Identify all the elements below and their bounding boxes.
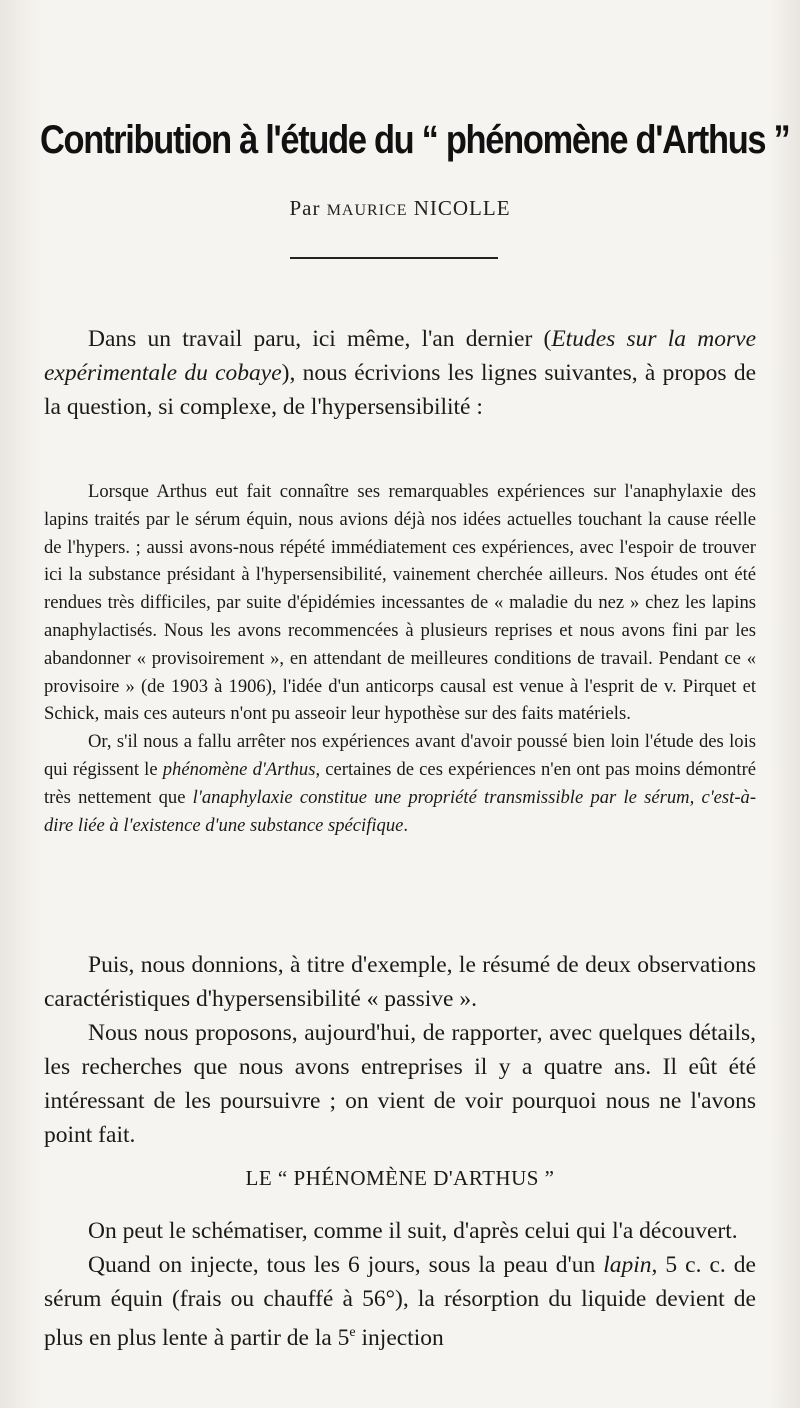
body-section	[44, 948, 756, 1152]
quote-paragraph-1: Lorsque Arthus eut fait connaître ses remarquables expériences sur l'anaphylaxie des lapins traités par le sérum équin, nous avions déjà nos idées actuelles touchant la cause réelle de l'hypers. ; aussi avons-nous répété immédiatement ces expériences, avec l'espoir de trouver ici la substance présidant à l'hypersensibilité, vainement cherchée ailleurs. Nos études ont été rendues très difficiles, par suite d'épidémies incessantes de « maladie du nez » chez les lapins anaphylactisés. Nous les avons recommencées à plusieurs reprises et nous avons fini par les abandonner « provisoirement », en attendant de meilleures conditions de travail. Pendant ce « provisoire » (de 1903 à 1906), l'idée d'un anticorps causal est venue à l'esprit de v. Pirquet et Schick, mais ces auteurs n'ont pu asseoir leur hypothèse sur des faits matériels.	[44, 481, 756, 725]
author-line	[0, 196, 800, 221]
cited-work-title-1: Etudes sur la	[551, 326, 687, 352]
intro-text-2: ), nous écrivions les lignes suivantes, à propos de la question, si complexe, de l'hypersensibilité :	[44, 360, 756, 420]
cited-work-title-2: morve expérimentale du cobaye	[44, 326, 757, 386]
intro-section	[44, 322, 756, 424]
author-prefix: Par	[289, 196, 321, 220]
article-title: Contribution à l'étude du “ phénomène d'Arthus ”	[40, 118, 790, 162]
section-italic-lapin: lapin	[603, 1252, 652, 1278]
section-heading: LE “ PHÉNOMÈNE D'ARTHUS ”	[245, 1166, 555, 1190]
section-superscript: e	[349, 1325, 356, 1340]
title-divider	[290, 257, 498, 259]
quoted-passage	[44, 478, 756, 839]
section-paragraph-1: On peut le schématiser, comme il suit, d'après celui qui l'a découvert.	[88, 1218, 738, 1244]
author-last-name: NICOLLE	[413, 196, 511, 220]
quote-text-2: , certaines de ces expériences n'en ont pas moins démontré très nettement que	[44, 758, 757, 808]
body-paragraph-2: Nous nous proposons, aujourd'hui, de rapporter, avec quelques détails, les recherches que nous avons entreprises il y a quatre ans. Il eût été intéressant de les poursuivre ; on vient de voir pourquoi nous ne l'avons point fait.	[44, 1020, 756, 1148]
author-first-name: MAURICE	[326, 202, 408, 219]
quote-text-1: Or, s'il nous a fallu arrêter nos expériences avant d'avoir poussé bien loin l'étude des lois qui régissent le	[44, 731, 756, 780]
section-body	[44, 1214, 756, 1355]
quote-italic-1: phénomène d'Arthus	[162, 758, 316, 780]
section-text-2: , 5 c. c. de sérum équin (frais ou chauffé à 56°), la résorption du liquide devient de plus en plus lente à partir de la 5	[44, 1252, 756, 1351]
intro-text-1: Dans un travail paru, ici même, l'an dernier (	[88, 326, 552, 352]
section-text-1: Quand on injecte, tous les 6 jours, sous la peau d'un	[88, 1252, 604, 1278]
body-paragraph-1: Puis, nous donnions, à titre d'exemple, le résumé de deux observations caractéristiques d'hypersensibilité « passive ».	[44, 952, 756, 1012]
quote-text-3: .	[403, 814, 409, 836]
section-text-3: injection	[355, 1324, 444, 1351]
intro-paragraph	[44, 322, 756, 424]
quote-paragraph-2	[44, 728, 756, 839]
quote-italic-2: l'anaphylaxie constitue une propriété transmissible par le sérum, c'est-à-dire liée à l'existence d'une substance spécifique	[44, 786, 757, 836]
section-paragraph-2	[44, 1248, 756, 1355]
